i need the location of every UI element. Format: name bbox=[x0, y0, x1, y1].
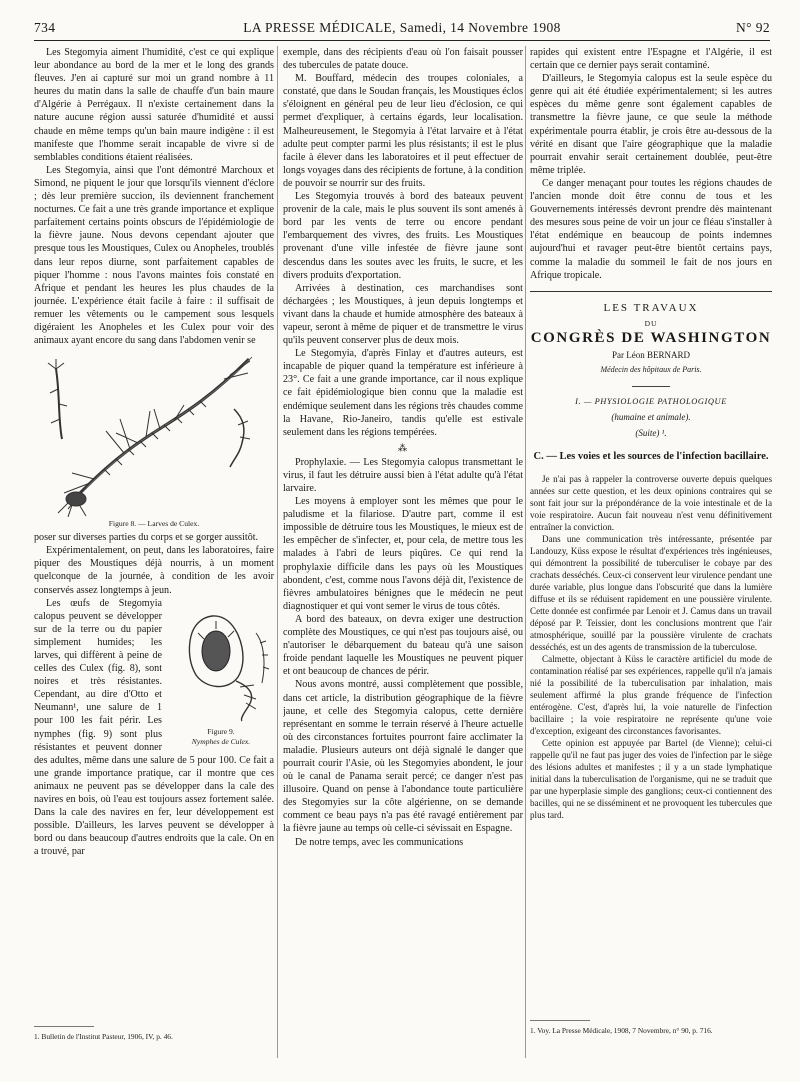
column-1 bbox=[34, 46, 274, 1056]
footnote-rule bbox=[34, 1026, 94, 1027]
section-suite: (Suite) ¹. bbox=[635, 428, 667, 439]
article-affiliation: Médecin des hôpitaux de Paris. bbox=[600, 365, 702, 375]
column-3 bbox=[530, 46, 772, 1056]
article-headline: CONGRÈS DE WASHINGTON bbox=[530, 329, 772, 346]
paragraph: Les Stegomyia aiment l'humidité, c'est ce qui explique leur abondance au bord de la mer et le long des grands fleuves. J'en ai capturé sur moi un grand nombre à 11 heures du matin dans la salle de chauffe d'un bain maure d'Algérie à Perrégaux. Il n'existe certainement dans la nature aucune région aussi saturée d'humidité et aussi chaude en même temps qu'un bain maure indigène : il est manifeste que l'homme serait incapable de vivre si de semblables conditions étaient réalisées. bbox=[34, 47, 274, 163]
paragraph: Cette opinion est appuyée par Bartel (de Vienne); celui-ci rappelle qu'il ne faut pas juger des voies de l'infection par le siège des lésions adultes et manifestes ; il y a un stade lymphatique initial dans la tuberculisation de l'organisme, qui ne se traduit que par une hyperplasie simple des ganglions; ceux-ci contiennent des bacilles, qui ne se disséminent et ne provoquent les tubercules que plus tard. bbox=[530, 738, 772, 821]
paragraph: Le Stegomyia, d'après Finlay et d'autres auteurs, est incapable de piquer quand la température est inférieure à 23°. Ce fait a une grande importance, car il nous explique ce fait épidémiologique bien connu que la maladie est endémique seulement dans les régions très chaudes comme la Havane, Rio-Janeiro, tandis qu'elle est estivale seulement dans les régions tempérées. bbox=[283, 348, 523, 438]
paragraph: Ce danger menaçant pour toutes les régions chaudes de l'ancien monde doit être connu de tous et les Gouvernements intéressés devront prendre dès maintenant des mesures sous peine de voir un jour ce fléau s'installer à l'état endémique en beaucoup de points indemnes aujourd'hui et ravager peut-être bientôt certains pays, comme la maladie du sommeil le fait de nos jours en Afrique tropicale. bbox=[530, 177, 772, 281]
paragraph: Nous avons montré, aussi complètement que possible, dans cet article, la distribution géographique de la fièvre jaune, et celle des Stegomyia calopus, cette dernière représentant en somme le terrain réservé à l'heure actuelle où des circonstances fortuites pourront faire acclimater la maladie. Plusieurs auteurs ont déjà signalé le danger que pourrait courir l'Asie, où les Stegomyies abondent, le jour où le canal de Panama serait percé; ce danger n'est pas illusoire. Quand on pense à l'abondance toute particulière des Stegomyies sur la côte algérienne, on se demande comment ce beau pays n'a pas été ravagé entièrement par la fièvre jaune au temps où celle-ci sévissait en Espagne. bbox=[283, 679, 523, 835]
article-kicker: LES TRAVAUX bbox=[603, 301, 699, 314]
issue-number: N° 92 bbox=[735, 20, 770, 35]
mosquito-larvae-illustration bbox=[34, 349, 274, 517]
mosquito-nymph-illustration bbox=[168, 603, 274, 723]
column-divider bbox=[277, 46, 278, 1058]
paragraph: poser sur diverses parties du corps et se gorger aussitôt. bbox=[34, 532, 259, 544]
paragraph: Les Stegomyia, ainsi que l'ont démontré Marchoux et Simond, ne piquent le jour que lorsqu'ils viennent d'éclore ; dès leur première succion, ils deviennent franchement nocturnes. Ce fait a une très grande importance et explique parfaitement certains points obscurs de l'épidémiologie de la fièvre jaune. Nous devons cependant ajouter que presque tous les Moustiques, Culex ou Anopheles, troublés dans leur repos diurne, sont parfaitement capables de piquer l'homme : nous l'avons maintes fois constaté en Afrique et pendant les heures les plus chaudes de la journée. L'expérience était facile à faire : il suffisait de remuer les vêtements ou le campement sous lesquels digéraient les Anopheles et les Culex pour voir des animaux ayant encore du sang dans l'abdomen venir se bbox=[34, 164, 274, 347]
paragraph: D'ailleurs, le Stegomyia calopus est la seule espèce du genre qui ait été étudiée expérimentalement; si les autres espèces du même genre sont également capables de transmettre la fièvre jaune, ce que seule la méthode expérimentale pourra établir, je crois être au-dessous de la vérité en disant que l'aire géographique que la maladie pourrait envahir serait certainement doublée, peut-être même triplée. bbox=[530, 73, 772, 176]
article-du: DU bbox=[644, 318, 658, 328]
article-author: Par Léon BERNARD bbox=[612, 349, 690, 360]
paragraph: Les Stegomyia trouvés à bord des bateaux peuvent provenir de la cale, mais le plus souvent ils sont amenés à bord par les vents de terre ou encore pendant l'embarquement des vivres, des fruits. Les Moustiques provenant d'une ville infestée de fièvre jaune sont descendus dans les soutes avec les fruits, le sucre, et les divers produits d'exportation. bbox=[283, 191, 523, 281]
journal-title: LA PRESSE MÉDICALE, Samedi, 14 Novembre 1908 bbox=[243, 20, 561, 35]
figure-9 bbox=[168, 603, 274, 747]
paragraph: Expérimentalement, on peut, dans les laboratoires, faire piquer des Moustiques déjà nourris, à un moment quelconque de la journée, à condition de les avoir conservés assez longtemps à jeun. bbox=[34, 545, 274, 596]
footnote: 1. Voy. La Presse Médicale, 1908, 7 Novembre, n° 90, p. 716. bbox=[530, 1026, 713, 1035]
paragraph: M. Bouffard, médecin des troupes coloniales, a constaté, que dans le Soudan français, les Moustiques éclos s'éloignent en général peu de leur lieu d'éclosion, ce qui permet d'expliquer, à certains égards, leur localisation. Malheureusement, le Stegomyia à l'état larvaire et à l'état adulte peut compter parmi les plus résistants; il est le plus facile à élever dans les laboratoires et il peut effectuer de longs voyages dans des récipients de fortune, à la condition de pouvoir se nourrir sur des fruits. bbox=[283, 73, 523, 189]
paragraph: Les moyens à employer sont les mêmes que pour le paludisme et la filariose. D'autre part, comme il est impossible de détruire tous les Moustiques, le mieux est de les empêcher de s'infecter, et, pour cela, de mettre tous les malades à l'abri de leurs piqûres. Ce qui rend la prophylaxie difficile dans les pays où les Moustiques abondent, c'est, comme nous l'avons déjà dit, l'existence de fièvres ambulatoires bénignes que le médecin ne peut diagnostiquer et qui vont semer le virus de tous côtés. bbox=[283, 496, 523, 612]
short-rule bbox=[632, 386, 670, 387]
paragraph: Je n'ai pas à rappeler la controverse ouverte depuis quelques années sur cette question, et les deux opinions contraires qui se sont fait jour sur la prépondérance de la voie intestinale et de la voie respiratoire. Aucun fait nouveau n'est venu définitivement entraîner la conviction. bbox=[530, 474, 772, 533]
paragraph: Les œufs de Stegomyia calopus peuvent se développer sur de la terre ou du papier simplement humides; les larves, qui diffèrent à peine de celles des Culex (fig. 8), sont noires et très résistantes. Cependant, au dire d'Otto et Neumann¹, une salure de 1 pour 100 les fait périr. Les nymphes (fig. 9) sont plus résistantes et peuvent donner des adultes, même dans une salure de 5 pour 100. Ce fait a une grande importance pratique, car il montre que ces animaux ne peuvent pas se développer dans la cale des navires en bois, où l'eau est toujours assez fortement salée. Dans la cale des navires en fer, leur développement est possible. D'ailleurs, les larves peuvent se développer à bord ou dans beaucoup d'autres endroits que la cale. On en a trouvé, par bbox=[34, 597, 274, 858]
section-separator: ⁂ bbox=[398, 442, 408, 453]
column-2 bbox=[283, 46, 523, 1056]
figure-9-caption-text: Nymphes de Culex. bbox=[191, 736, 251, 746]
paragraph: Calmette, objectant à Küss le caractère artificiel du mode de contamination réalisé par ses expériences, rappelle qu'il n'a jamais nié la possibilité de la tuberculisation par inhalation, mais seulement affirmé la plus grande fréquence de l'infection entérogène. C'est, d'après lui, la voie naturelle de l'infection bacillaire ; la voie respiratoire ne représente qu'une voie d'exception, exigeant des circonstances favorisantes. bbox=[530, 654, 772, 737]
paragraph: Prophylaxie. — Les Stegomyia calopus transmettant le virus, il faut les détruire aussi bien à l'état adulte qu'à l'état larvaire. bbox=[283, 456, 523, 494]
section-subheading: (humaine et animale). bbox=[611, 412, 691, 423]
page-number: 734 bbox=[34, 20, 56, 35]
footnote: 1. Bulletin de l'Institut Pasteur, 1906, IV, p. 46. bbox=[34, 1032, 173, 1041]
paragraph: rapides qui existent entre l'Espagne et l'Algérie, il est certain que ce dernier pays serait contaminé. bbox=[530, 47, 772, 72]
page-header bbox=[34, 20, 770, 40]
paragraph: A bord des bateaux, on devra exiger une destruction complète des Moustiques, ce qui n'est pas toujours aisé, ou n'autoriser le débarquement du bateau qu'à une saison froide pendant laquelle les Moustiques ne peuvent piquer et ont beaucoup de chances de périr. bbox=[283, 613, 523, 678]
column-divider bbox=[525, 46, 526, 1058]
figure-8-caption: Figure 8. — Larves de Culex. bbox=[108, 519, 200, 529]
figure-8 bbox=[34, 349, 274, 529]
paragraph: Arrivées à destination, ces marchandises sont déchargées ; les Moustiques, à jeun depuis longtemps et vivant dans la chaude et humide atmosphère des bateaux à vapeur, seront à même de piquer et de transmettre le virus qu'ils peuvent conserver plus de deux mois. bbox=[283, 282, 523, 347]
article-body bbox=[530, 473, 772, 821]
footnote-rule bbox=[530, 1020, 590, 1021]
header-rule bbox=[34, 40, 770, 41]
subsection-heading: C. — Les voies et les sources de l'infection bacillaire. bbox=[533, 451, 769, 463]
figure-9-caption-number: Figure 9. bbox=[207, 726, 235, 736]
paragraph: Dans une communication très intéressante, présentée par Landouzy, Küss expose le résultat d'expériences très ingénieuses, qui démontrent la possibilité de tuberculiser le cobaye par des crachats desséchés. Ceux-ci conservent leur virulence pendant une durée variable, plus longue dans l'obscurité que dans la lumière diffuse et ils se réduisent rapidement en une poussière virulente. Cette donnée est confirmée par Lenoir et J. Camus dans un travail déposé par P. Teissier, dont les conclusions montrent que l'air atmosphérique, souillé par la poussière virulente de crachats desséchés, est un des agents de transmission de la tuberculose. bbox=[530, 534, 772, 653]
paragraph: De notre temps, avec les communications bbox=[295, 836, 464, 848]
paragraph: exemple, dans des récipients d'eau où l'on faisait pousser des tubercules de patate douce. bbox=[283, 47, 523, 72]
article-header bbox=[530, 291, 772, 387]
section-heading: I. — PHYSIOLOGIE PATHOLOGIQUE bbox=[575, 397, 727, 407]
